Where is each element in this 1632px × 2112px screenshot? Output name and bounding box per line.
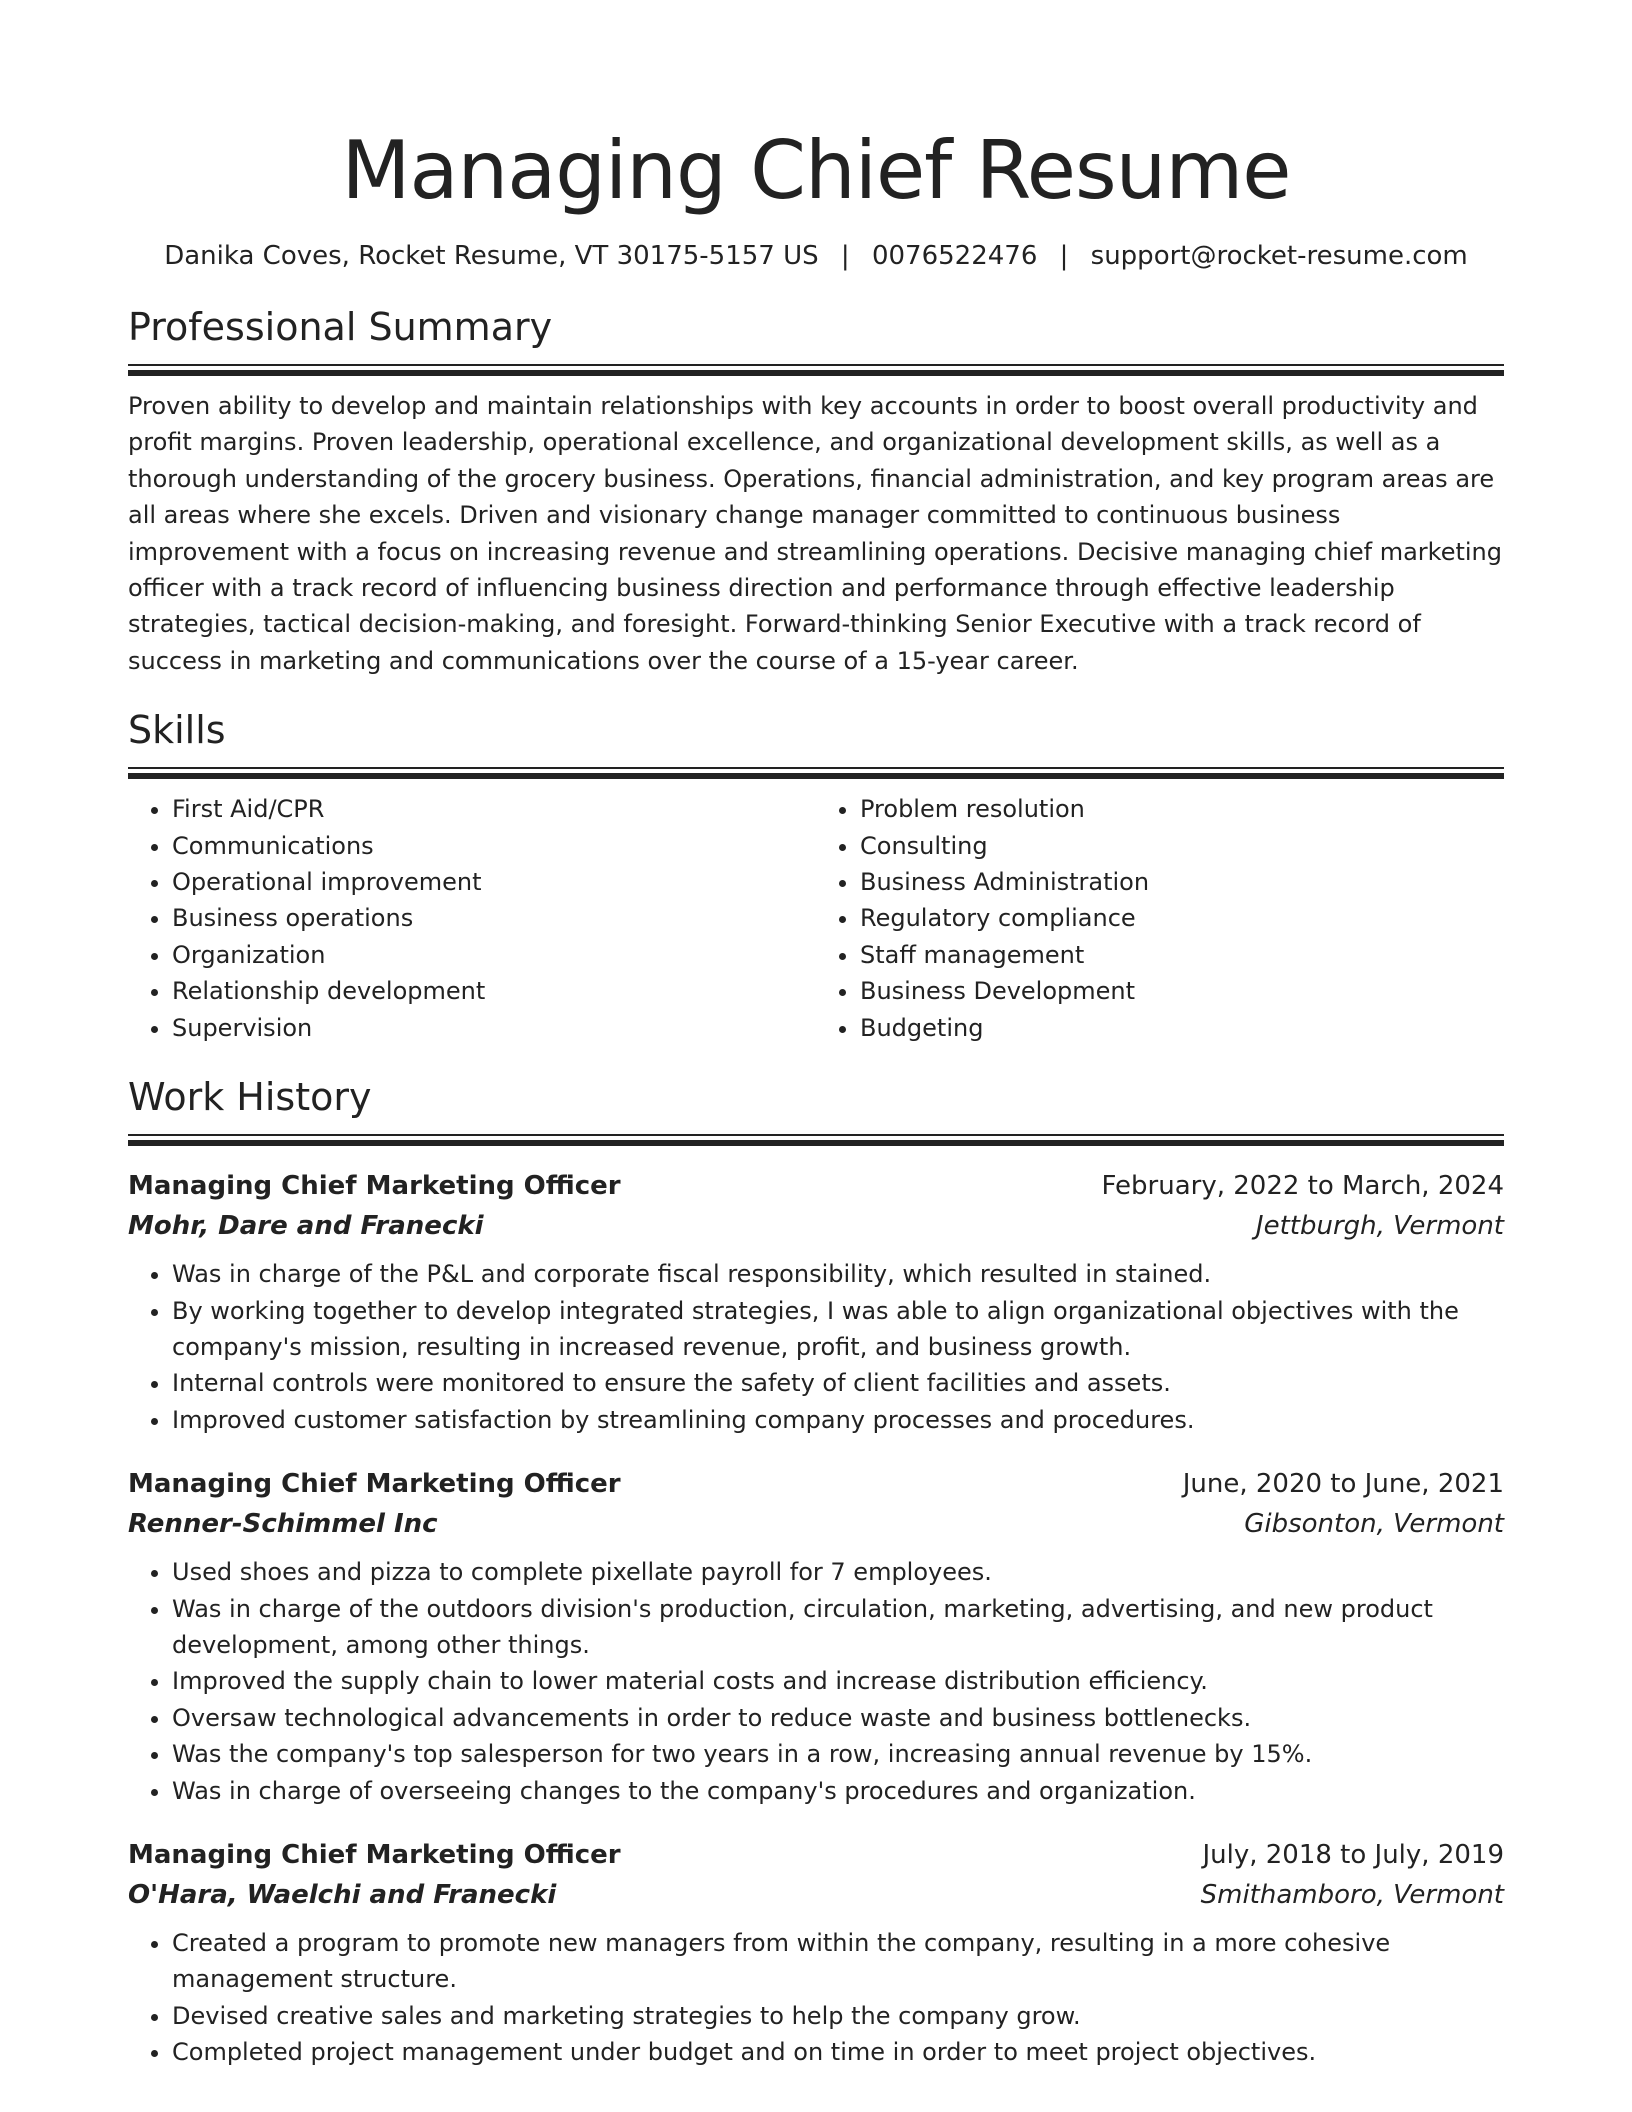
contact-phone: 0076522476 bbox=[871, 241, 1038, 271]
section-heading-summary: Professional Summary bbox=[128, 305, 553, 349]
job-bullet: • Devised creative sales and marketing strategies to help the company grow. bbox=[172, 1998, 1504, 2034]
job-bullet: • Was in charge of the outdoors division's production, circulation, marketing, advertising, and new product development, among other things. bbox=[172, 1591, 1504, 1664]
job-dates: July, 2018 to July, 2019 bbox=[1202, 1839, 1504, 1870]
job-bullet: • Used shoes and pizza to complete pixellate payroll for 7 employees. bbox=[172, 1554, 1504, 1590]
job-title: Managing Chief Marketing Officer bbox=[128, 1839, 621, 1870]
job-bullet: • Completed project management under budget and on time in order to meet project objectives. bbox=[172, 2034, 1504, 2070]
skill-item: • Operational improvement bbox=[172, 864, 816, 900]
skill-item: • Supervision bbox=[172, 1010, 816, 1046]
skill-item: • Staff management bbox=[860, 937, 1504, 973]
skill-item: • Budgeting bbox=[860, 1010, 1504, 1046]
skills-list-right bbox=[816, 791, 1504, 1046]
skills-list-left bbox=[128, 791, 816, 1046]
section-divider bbox=[128, 767, 1504, 779]
job-company: Mohr, Dare and Franecki bbox=[128, 1211, 484, 1242]
skill-item: • Problem resolution bbox=[860, 791, 1504, 827]
job-subheader-row bbox=[128, 1504, 1504, 1544]
section-divider bbox=[128, 364, 1504, 376]
job-bullet: • Improved customer satisfaction by streamlining company processes and procedures. bbox=[172, 1402, 1504, 1438]
job-dates: June, 2020 to June, 2021 bbox=[1182, 1469, 1504, 1500]
job-bullets bbox=[128, 1256, 1504, 1438]
job-location: Gibsonton, Vermont bbox=[1244, 1509, 1504, 1540]
contact-separator: | bbox=[1059, 241, 1069, 271]
skill-item: • Relationship development bbox=[172, 973, 816, 1009]
job-bullet: • Oversaw technological advancements in order to reduce waste and business bottlenecks. bbox=[172, 1700, 1504, 1736]
job-title: Managing Chief Marketing Officer bbox=[128, 1469, 621, 1500]
job-bullet: • Was in charge of the P&L and corporate fiscal responsibility, which resulted in stained. bbox=[172, 1256, 1504, 1292]
skills-columns bbox=[128, 791, 1504, 1046]
skill-item: • Consulting bbox=[860, 828, 1504, 864]
job-title: Managing Chief Marketing Officer bbox=[128, 1171, 621, 1202]
section-heading-work-history: Work History bbox=[128, 1075, 372, 1120]
section-heading-skills: Skills bbox=[128, 708, 226, 753]
section-divider bbox=[128, 1134, 1504, 1146]
skill-item: • Communications bbox=[172, 828, 816, 864]
job-bullets bbox=[128, 1554, 1504, 1809]
job-bullet: • Created a program to promote new managers from within the company, resulting in a more cohesive management structure. bbox=[172, 1925, 1504, 1998]
job-header-row bbox=[128, 1166, 1504, 1206]
skill-item: • Business Administration bbox=[860, 864, 1504, 900]
resume-page bbox=[128, 0, 1504, 2071]
skill-item: • Business operations bbox=[172, 900, 816, 936]
job-subheader-row bbox=[128, 1206, 1504, 1246]
job-location: Smithamboro, Vermont bbox=[1200, 1879, 1504, 1910]
contact-line bbox=[128, 238, 1504, 274]
job-location: Jettburgh, Vermont bbox=[1255, 1211, 1504, 1242]
job-entry bbox=[128, 1835, 1504, 2071]
skill-item: • Organization bbox=[172, 937, 816, 973]
job-subheader-row bbox=[128, 1875, 1504, 1915]
contact-address: Danika Coves, Rocket Resume, VT 30175-5157 US bbox=[164, 241, 819, 271]
job-bullet: • By working together to develop integrated strategies, I was able to align organizational objectives with the company's mission, resulting in increased revenue, profit, and business growth. bbox=[172, 1293, 1504, 1366]
skills-section bbox=[128, 705, 1504, 1046]
summary-section bbox=[128, 302, 1504, 679]
job-bullet: • Was in charge of overseeing changes to the company's procedures and organization. bbox=[172, 1773, 1504, 1809]
job-header-row bbox=[128, 1835, 1504, 1875]
contact-separator: | bbox=[840, 241, 850, 271]
job-bullets bbox=[128, 1925, 1504, 2071]
job-entry bbox=[128, 1166, 1504, 1438]
contact-email: support@rocket-resume.com bbox=[1090, 241, 1468, 271]
skill-item: • Business Development bbox=[860, 973, 1504, 1009]
job-entry bbox=[128, 1464, 1504, 1809]
job-dates: February, 2022 to March, 2024 bbox=[1101, 1171, 1504, 1202]
skill-item: • Regulatory compliance bbox=[860, 900, 1504, 936]
job-bullet: • Was the company's top salesperson for two years in a row, increasing annual revenue by 15%. bbox=[172, 1736, 1504, 1772]
job-header-row bbox=[128, 1464, 1504, 1504]
job-bullet: • Improved the supply chain to lower material costs and increase distribution efficiency. bbox=[172, 1663, 1504, 1699]
skill-item: • First Aid/CPR bbox=[172, 791, 816, 827]
job-company: Renner-Schimmel Inc bbox=[128, 1509, 438, 1540]
resume-title: Managing Chief Resume bbox=[341, 124, 1291, 217]
job-company: O'Hara, Waelchi and Franecki bbox=[128, 1879, 557, 1910]
summary-text: Proven ability to develop and maintain relationships with key accounts in order to boost overall productivity and profit margins. Proven leadership, operational excellence, and organizational development skills, as well as a thorough understanding of the grocery business. Operations, financial administration, and key program areas are all areas where she excels. Driven and visionary change manager committed to continuous business improvement with a focus on increasing revenue and streamlining operations. Decisive managing chief marketing officer with a track record of influencing business direction and performance through effective leadership strategies, tactical decision-making, and foresight. Forward-thinking Senior Executive with a track record of success in marketing and communications over the course of a 15-year career. bbox=[128, 392, 1502, 675]
work-history-section bbox=[128, 1072, 1504, 2071]
job-bullet: • Internal controls were monitored to ensure the safety of client facilities and assets. bbox=[172, 1365, 1504, 1401]
